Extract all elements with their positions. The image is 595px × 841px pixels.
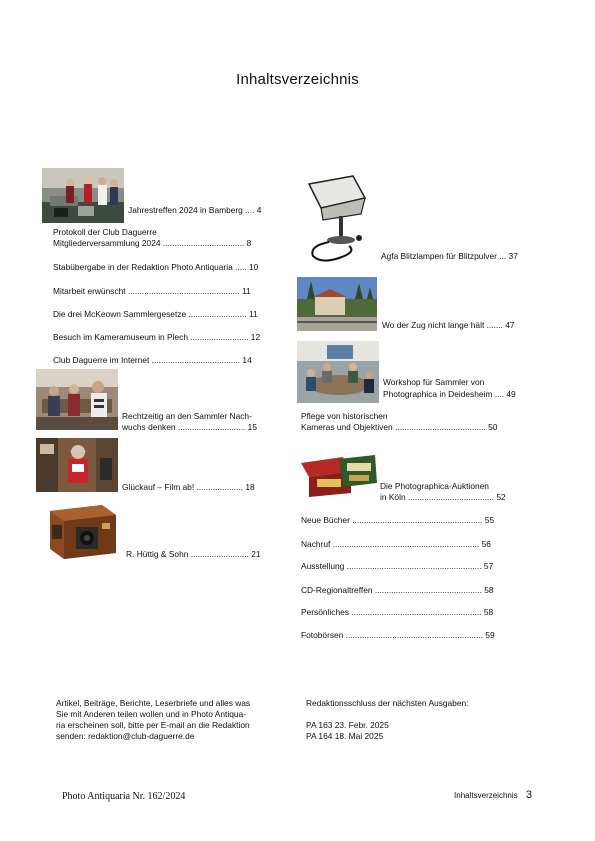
toc-entry-regionaltreffen: CD-Regionaltreffen .............................................. 58 xyxy=(301,585,494,595)
deadline-note xyxy=(306,698,469,742)
toc-entry-jahrestreffen: Jahrestreffen 2024 in Bamberg .... 4 xyxy=(128,205,262,215)
footer-section-label: Inhaltsverzeichnis xyxy=(454,791,518,800)
toc-entry-auktionen-1: Die Photographica-Auktionen xyxy=(380,481,489,491)
toc-entry-huettig: R. Hüttig & Sohn ......................... 21 xyxy=(126,549,261,559)
toc-entry-buecher: Neue Bücher ........................................................ 55 xyxy=(301,515,495,525)
submission-note-line: senden: redaktion@club-daguerre.de xyxy=(56,731,195,741)
toc-entry-ausstellung: Ausstellung .......................................................... 57 xyxy=(301,561,494,571)
toc-entry-mckeown: Die drei McKeown Sammlergesetze ......................... 11 xyxy=(53,309,258,319)
submission-note-line: Artikel, Beiträge, Berichte, Leserbriefe und alles was xyxy=(56,698,251,708)
photo-sammler-nachwuchs xyxy=(36,369,118,430)
photo-zug xyxy=(297,277,377,331)
toc-entry-workshop-2: Photographica in Deidesheim .... 49 xyxy=(383,389,516,399)
submission-note-line: Sie mit Anderen teilen wollen und in Photo Antiqua- xyxy=(56,709,246,719)
deadline-line: PA 164 18. Mai 2025 xyxy=(306,731,384,741)
photo-jahrestreffen xyxy=(42,168,124,223)
page-title: Inhaltsverzeichnis xyxy=(236,71,359,88)
photo-glueckauf xyxy=(36,438,118,492)
toc-entry-fotoboersen: Fotobörsen ........................................................... 59 xyxy=(301,630,495,640)
toc-entry-glueckauf: Glückauf – Film ab! .................... 18 xyxy=(122,482,255,492)
toc-entry-nachwuchs-2: wuchs denken ............................. 15 xyxy=(122,422,257,432)
photo-workshop xyxy=(297,341,379,403)
toc-entry-protokoll-1: Protokoll der Club Daguerre xyxy=(53,227,157,237)
deadline-heading: Redaktionsschluss der nächsten Ausgaben: xyxy=(306,698,469,708)
toc-entry-nachwuchs-1: Rechtzeitig an den Sammler Nach- xyxy=(122,411,252,421)
toc-entry-agfa: Agfa Blitzlampen für Blitzpulver ... 37 xyxy=(381,251,518,261)
photo-huettig-camera xyxy=(36,497,122,563)
photo-auktionen xyxy=(299,453,379,499)
toc-entry-pflege-1: Pflege von historischen xyxy=(301,411,388,421)
toc-entry-protokoll-2: Mitgliederversammlung 2024 ................................... 8 xyxy=(53,238,252,248)
photo-agfa-blitzlampe xyxy=(299,168,376,266)
footer-publication: Photo Antiquaria Nr. 162/2024 xyxy=(62,791,186,802)
toc-entry-pflege-2: Kameras und Objektiven ....................................... 50 xyxy=(301,422,498,432)
toc-entry-internet: Club Daguerre im Internet ...................................... 14 xyxy=(53,355,252,365)
toc-entry-nachruf: Nachruf ............................................................... 56 xyxy=(301,539,491,549)
toc-entry-auktionen-2: in Köln ..................................... 52 xyxy=(380,492,506,502)
deadline-line: PA 163 23. Febr. 2025 xyxy=(306,720,389,730)
toc-entry-kameramuseum: Besuch im Kameramuseum in Plech ......................... 12 xyxy=(53,332,261,342)
submission-note-line: ria erscheinen soll, bitte per E-mail an die Redaktion xyxy=(56,720,250,730)
toc-entry-stabuebergabe: Stabübergabe in der Redaktion Photo Antiquaria ..... 10 xyxy=(53,262,259,272)
toc-entry-zug: Wo der Zug nicht lange hält ....... 47 xyxy=(382,320,515,330)
toc-entry-mitarbeit: Mitarbeit erwünscht ................................................ 11 xyxy=(53,286,251,296)
toc-entry-persoenliches: Persönliches ........................................................ 58 xyxy=(301,607,494,617)
page-number: 3 xyxy=(525,789,532,801)
toc-entry-workshop-1: Workshop für Sammler von xyxy=(383,377,485,387)
footer-section xyxy=(454,789,532,801)
submission-note xyxy=(56,698,250,742)
